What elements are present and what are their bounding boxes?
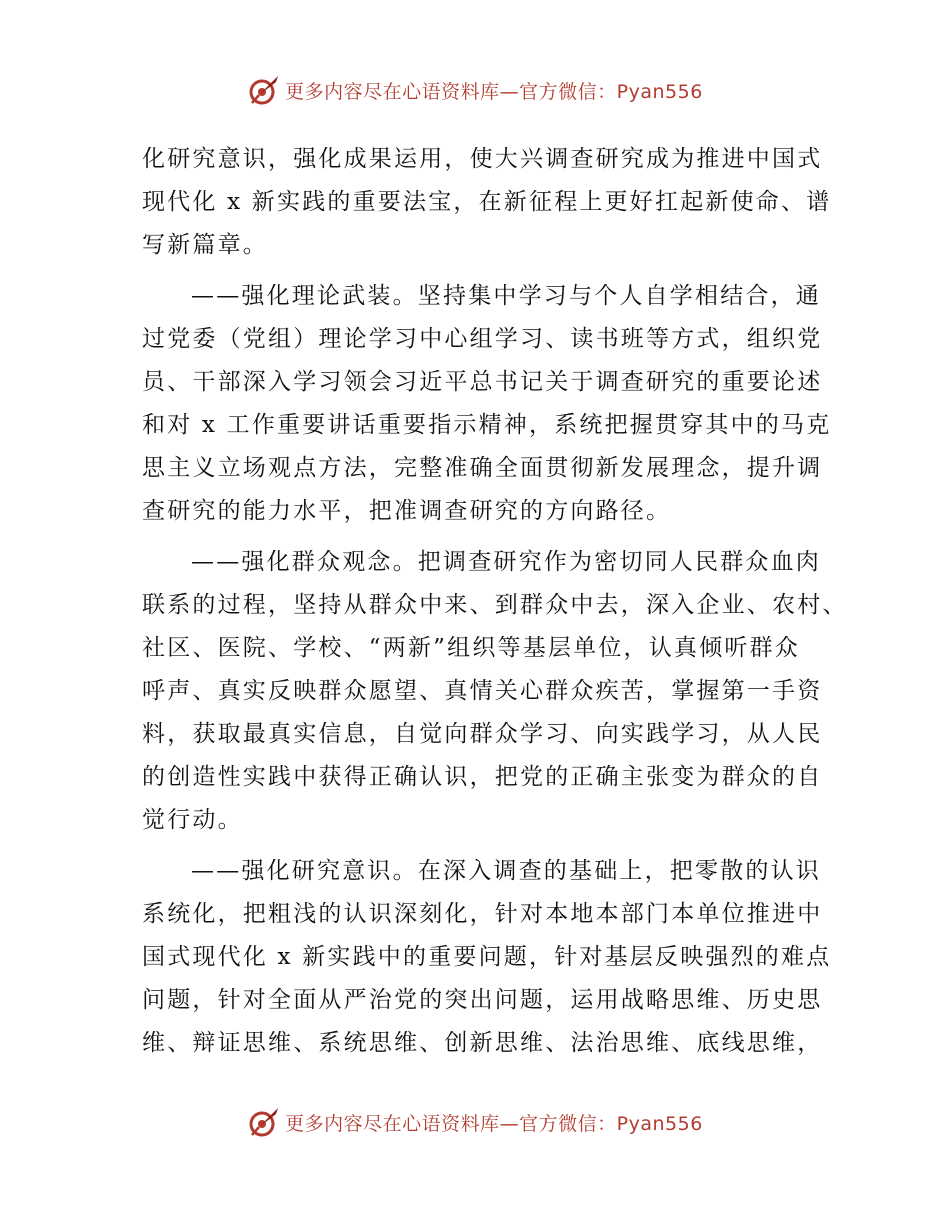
text-line: 问题，针对全面从严治党的突出问题，运用战略思维、历史思: [142, 987, 823, 1013]
text-line: 和对 x 工作重要讲话重要指示精神，系统把握贯穿其中的马克: [142, 412, 832, 438]
text-line: 觉行动。: [142, 807, 243, 833]
paragraph-masses: [142, 541, 848, 842]
text-line: ——强化研究意识。在深入调查的基础上，把零散的认识: [191, 858, 821, 884]
header-banner: [0, 70, 950, 110]
text-line: 查研究的能力水平，把准调查研究的方向路径。: [142, 498, 672, 524]
text-line: 的创造性实践中获得正确认识，把党的正确主张变为群众的自: [142, 764, 823, 790]
text-line: 化研究意识，强化成果运用，使大兴调查研究成为推进中国式: [142, 146, 823, 172]
text-line: 系统化，把粗浅的认识深刻化，针对本地本部门本单位推进中: [142, 901, 823, 927]
text-line: 料，获取最真实信息，自觉向群众学习、向实践学习，从人民: [142, 721, 823, 747]
footer-banner-text: 更多内容尽在心语资料库—官方微信：Pyan556: [285, 1112, 703, 1135]
text-line: 写新篇章。: [142, 232, 268, 258]
text-line: 员、干部深入学习领会习近平总书记关于调查研究的重要论述: [142, 369, 823, 395]
text-line: ——强化理论武装。坚持集中学习与个人自学相结合，通: [191, 283, 821, 309]
text-line: 国式现代化 x 新实践中的重要问题，针对基层反映强烈的难点: [142, 944, 832, 970]
quill-pen-logo-icon: [247, 1105, 281, 1139]
text-line: 现代化 x 新实践的重要法宝，在新征程上更好扛起新使命、谱: [142, 189, 832, 215]
text-line: 过党委（党组）理论学习中心组学习、读书班等方式，组织党: [142, 326, 823, 352]
document-body: [142, 138, 848, 1073]
text-line: 社区、医院、学校、“两新”组织等基层单位，认真倾听群众: [142, 635, 800, 661]
text-line: ——强化群众观念。把调查研究作为密切同人民群众血肉: [191, 549, 821, 575]
footer-banner: [0, 1102, 950, 1142]
text-line: 联系的过程，坚持从群众中来、到群众中去，深入企业、农村、: [142, 592, 848, 618]
text-line: 思主义立场观点方法，完整准确全面贯彻新发展理念，提升调: [142, 455, 823, 481]
paragraph-research: [142, 850, 832, 1065]
paragraph-theory: [142, 275, 832, 533]
text-line: 呼声、真实反映群众愿望、真情关心群众疾苦，掌握第一手资: [142, 678, 823, 704]
header-banner-text: 更多内容尽在心语资料库—官方微信：Pyan556: [285, 80, 703, 103]
paragraph-1: [142, 138, 832, 267]
quill-pen-logo-icon: [247, 73, 281, 107]
text-line: 维、辩证思维、系统思维、创新思维、法治思维、底线思维，: [142, 1030, 823, 1056]
